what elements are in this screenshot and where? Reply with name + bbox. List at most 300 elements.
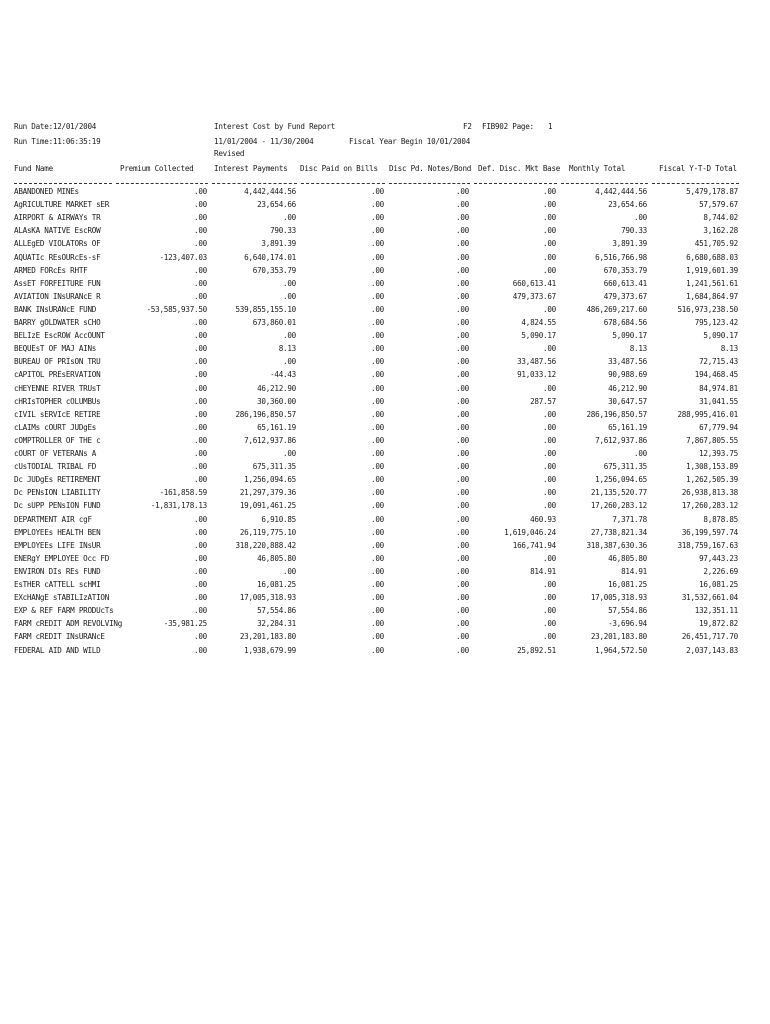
def-disc-cell: .00	[543, 344, 556, 354]
separator-def-disc	[474, 183, 557, 184]
disc-notes-cell: .00	[456, 331, 469, 341]
table-row	[0, 318, 770, 331]
fund-name-cell: cHEYENNE RIVER TRUsT	[14, 383, 101, 393]
monthly-total-cell: 660,613.41	[603, 278, 647, 288]
disc-notes-cell: .00	[456, 252, 469, 262]
def-disc-cell: .00	[543, 606, 556, 616]
premium-cell: .00	[194, 396, 207, 406]
run-date: Run Date:12/01/2004	[14, 122, 97, 131]
disc-notes-cell: .00	[456, 291, 469, 301]
report-period: 11/01/2004 - 11/30/2004	[214, 137, 314, 146]
fund-name-cell: cLAIMs cOURT JUDgEs	[14, 422, 97, 432]
disc-notes-cell: .00	[456, 606, 469, 616]
separator-ytd	[652, 183, 739, 184]
table-row	[0, 436, 770, 449]
interest-cell: .00	[283, 566, 296, 576]
table-row	[0, 253, 770, 266]
separator-notes	[389, 183, 470, 184]
fund-name-cell: FEDERAL AID AND WILD	[14, 645, 101, 655]
ytd-total-cell: 132,351.11	[694, 606, 738, 616]
revised-label: Revised	[214, 149, 245, 158]
def-disc-cell: .00	[543, 422, 556, 432]
separator-premium	[116, 183, 208, 184]
disc-notes-cell: .00	[456, 396, 469, 406]
monthly-total-cell: 3,891.39	[612, 239, 647, 249]
fund-name-cell: EXcHANgE sTABILIzATION	[14, 593, 110, 603]
fund-name-cell: cOURT OF VETERANs A	[14, 449, 97, 458]
ytd-total-cell: 318,759,167.63	[677, 540, 738, 550]
table-row	[0, 292, 770, 305]
disc-bills-cell: .00	[371, 566, 384, 576]
table-row	[0, 344, 770, 357]
interest-cell: 790.33	[270, 226, 296, 236]
premium-cell: .00	[194, 239, 207, 249]
def-disc-cell: .00	[543, 553, 556, 563]
disc-bills-cell: .00	[371, 200, 384, 210]
table-row	[0, 187, 770, 200]
disc-notes-cell: .00	[456, 462, 469, 472]
col-interest-payments: Interest Payments	[214, 164, 288, 173]
disc-bills-cell: .00	[371, 265, 384, 275]
disc-bills-cell: .00	[371, 226, 384, 236]
disc-bills-cell: .00	[371, 632, 384, 642]
table-row	[0, 239, 770, 252]
premium-cell: .00	[194, 226, 207, 236]
table-row	[0, 200, 770, 213]
interest-cell: 4,442,444.56	[244, 187, 296, 196]
disc-notes-cell: .00	[456, 187, 469, 196]
table-row	[0, 541, 770, 554]
table-row	[0, 423, 770, 436]
interest-cell: 7,612,937.86	[244, 435, 296, 445]
def-disc-cell: .00	[543, 265, 556, 275]
ytd-total-cell: 72,715.43	[699, 357, 738, 367]
disc-notes-cell: .00	[456, 645, 469, 655]
col-monthly-total: Monthly Total	[569, 164, 626, 173]
table-row	[0, 410, 770, 423]
interest-cell: 32,284.31	[257, 619, 296, 629]
report-title: Interest Cost by Fund Report	[214, 122, 336, 131]
disc-bills-cell: .00	[371, 357, 384, 367]
premium-cell: .00	[194, 331, 207, 341]
monthly-total-cell: 8.13	[629, 344, 647, 354]
def-disc-cell: .00	[543, 580, 556, 589]
def-disc-cell: .00	[543, 200, 556, 210]
monthly-total-cell: 17,260,283.12	[590, 501, 647, 511]
fund-name-cell: BUREAU OF PRIsON TRU	[14, 357, 101, 367]
disc-bills-cell: .00	[371, 239, 384, 249]
ytd-total-cell: 26,938,813.38	[681, 488, 738, 498]
fund-name-cell: cIVIL sERVIcE RETIRE	[14, 409, 101, 419]
fund-name-cell: AssET FORFEITURE FUN	[14, 278, 101, 288]
monthly-total-cell: 1,964,572.50	[595, 645, 647, 655]
disc-notes-cell: .00	[456, 409, 469, 419]
disc-bills-cell: .00	[371, 514, 384, 524]
ytd-total-cell: 97,443.23	[699, 553, 738, 563]
def-disc-cell: 33,487.56	[517, 357, 556, 367]
table-row	[0, 554, 770, 567]
table-row	[0, 305, 770, 318]
disc-notes-cell: .00	[456, 449, 469, 458]
disc-notes-cell: .00	[456, 527, 469, 537]
premium-cell: .00	[194, 553, 207, 563]
table-row	[0, 266, 770, 279]
ytd-total-cell: 2,226.69	[703, 566, 738, 576]
monthly-total-cell: 65,161.19	[608, 422, 647, 432]
disc-notes-cell: .00	[456, 475, 469, 485]
monthly-total-cell: 30,647.57	[608, 396, 647, 406]
def-disc-cell: 460.93	[530, 514, 556, 524]
monthly-total-cell: 33,487.56	[608, 357, 647, 367]
monthly-total-cell: 486,269,217.60	[586, 304, 647, 314]
ytd-total-cell: 19,872.82	[699, 619, 738, 629]
premium-cell: .00	[194, 540, 207, 550]
table-row	[0, 580, 770, 593]
ytd-total-cell: 6,680,688.03	[686, 252, 738, 262]
def-disc-cell: .00	[543, 435, 556, 445]
fund-name-cell: ENERgY EMPLOYEE Occ FD	[14, 553, 110, 563]
disc-bills-cell: .00	[371, 331, 384, 341]
interest-cell: 16,081.25	[257, 580, 296, 589]
table-row	[0, 462, 770, 475]
page-code: F2	[463, 122, 472, 131]
ytd-total-cell: 451,705.92	[694, 239, 738, 249]
ytd-total-cell: 5,479,178.87	[686, 187, 738, 196]
ytd-total-cell: 1,919,601.39	[686, 265, 738, 275]
fund-name-cell: EsTHER cATTELL scHMI	[14, 580, 101, 589]
interest-cell: 23,654.66	[257, 200, 296, 210]
def-disc-cell: .00	[543, 252, 556, 262]
disc-bills-cell: .00	[371, 593, 384, 603]
ytd-total-cell: 31,532,661.04	[681, 593, 738, 603]
table-row	[0, 501, 770, 514]
col-premium-collected: Premium Collected	[120, 164, 194, 173]
monthly-total-cell: 57,554.86	[608, 606, 647, 616]
disc-bills-cell: .00	[371, 606, 384, 616]
def-disc-cell: .00	[543, 449, 556, 458]
disc-notes-cell: .00	[456, 383, 469, 393]
interest-cell: 46,212.90	[257, 383, 296, 393]
disc-bills-cell: .00	[371, 553, 384, 563]
monthly-total-cell: 16,081.25	[608, 580, 647, 589]
def-disc-cell: 479,373.67	[512, 291, 556, 301]
def-disc-cell: .00	[543, 383, 556, 393]
disc-notes-cell: .00	[456, 501, 469, 511]
disc-notes-cell: .00	[456, 265, 469, 275]
monthly-total-cell: 23,654.66	[608, 200, 647, 210]
disc-bills-cell: .00	[371, 318, 384, 327]
premium-cell: .00	[194, 200, 207, 210]
table-row	[0, 632, 770, 645]
disc-notes-cell: .00	[456, 632, 469, 642]
interest-cell: 6,910.85	[261, 514, 296, 524]
fund-name-cell: ENVIRON DIs REs FUND	[14, 566, 101, 576]
disc-notes-cell: .00	[456, 357, 469, 367]
col-def-disc-mkt-base: Def. Disc. Mkt Base	[478, 164, 561, 173]
disc-bills-cell: .00	[371, 278, 384, 288]
fund-name-cell: cHRIsTOPHER cOLUMBUs	[14, 396, 101, 406]
fund-name-cell: EXP & REF FARM PRODUcTs	[14, 606, 114, 616]
interest-cell: .00	[283, 331, 296, 341]
disc-bills-cell: .00	[371, 527, 384, 537]
ytd-total-cell: 516,973,238.50	[677, 304, 738, 314]
monthly-total-cell: 23,201,183.80	[590, 632, 647, 642]
premium-cell: .00	[194, 606, 207, 616]
premium-cell: .00	[194, 187, 207, 196]
def-disc-cell: .00	[543, 239, 556, 249]
disc-bills-cell: .00	[371, 488, 384, 498]
disc-notes-cell: .00	[456, 422, 469, 432]
fund-name-cell: ABANDONED MINEs	[14, 187, 79, 196]
disc-notes-cell: .00	[456, 619, 469, 629]
monthly-total-cell: 7,371.78	[612, 514, 647, 524]
table-row	[0, 515, 770, 528]
fund-name-cell: BARRY gOLDWATER sCHO	[14, 318, 101, 327]
ytd-total-cell: 8.13	[720, 344, 738, 354]
fund-name-cell: EMPLOYEEs LIFE INsUR	[14, 540, 101, 550]
interest-cell: 57,554.86	[257, 606, 296, 616]
interest-cell: 670,353.79	[252, 265, 296, 275]
disc-notes-cell: .00	[456, 278, 469, 288]
interest-cell: 21,297,379.36	[239, 488, 296, 498]
monthly-total-cell: 27,738,821.34	[590, 527, 647, 537]
ytd-total-cell: 3,162.28	[703, 226, 738, 236]
disc-bills-cell: .00	[371, 540, 384, 550]
premium-cell: .00	[194, 344, 207, 354]
interest-cell: 539,855,155.10	[235, 304, 296, 314]
interest-cell: .00	[283, 291, 296, 301]
def-disc-cell: 25,892.51	[517, 645, 556, 655]
interest-cell: .00	[283, 213, 296, 223]
table-row	[0, 646, 770, 659]
disc-bills-cell: .00	[371, 252, 384, 262]
disc-bills-cell: .00	[371, 580, 384, 589]
interest-cell: 673,860.01	[252, 318, 296, 327]
ytd-total-cell: 31,041.55	[699, 396, 738, 406]
def-disc-cell: .00	[543, 187, 556, 196]
premium-cell: .00	[194, 213, 207, 223]
disc-notes-cell: .00	[456, 553, 469, 563]
interest-cell: 19,091,461.25	[239, 501, 296, 511]
interest-cell: 46,805.80	[257, 553, 296, 563]
disc-notes-cell: .00	[456, 239, 469, 249]
table-row	[0, 475, 770, 488]
col-disc-paid-bills: Disc Paid on Bills	[300, 164, 378, 173]
fund-name-cell: BANK INsURANcE FUND	[14, 304, 97, 314]
table-row	[0, 619, 770, 632]
disc-bills-cell: .00	[371, 344, 384, 354]
disc-bills-cell: .00	[371, 501, 384, 511]
interest-cell: 6,640,174.01	[244, 252, 296, 262]
fund-name-cell: DEPARTMENT AIR cgF	[14, 514, 92, 524]
monthly-total-cell: 814.91	[621, 566, 647, 576]
premium-cell: -35,981.25	[163, 619, 207, 629]
table-row	[0, 606, 770, 619]
fund-name-cell: BEQUEsT OF MAJ AINs	[14, 344, 97, 354]
table-row	[0, 357, 770, 370]
disc-notes-cell: .00	[456, 318, 469, 327]
ytd-total-cell: 194,468.45	[694, 370, 738, 380]
table-row	[0, 593, 770, 606]
disc-notes-cell: .00	[456, 593, 469, 603]
monthly-total-cell: .00	[634, 449, 647, 458]
premium-cell: .00	[194, 566, 207, 576]
def-disc-cell: .00	[543, 304, 556, 314]
interest-cell: -44.43	[270, 370, 296, 380]
premium-cell: .00	[194, 278, 207, 288]
interest-cell: 318,220,888.42	[235, 540, 296, 550]
disc-bills-cell: .00	[371, 370, 384, 380]
premium-cell: .00	[194, 370, 207, 380]
premium-cell: .00	[194, 645, 207, 655]
separator-interest	[212, 183, 297, 184]
table-row	[0, 449, 770, 462]
monthly-total-cell: .00	[634, 213, 647, 223]
premium-cell: .00	[194, 291, 207, 301]
ytd-total-cell: 795,123.42	[694, 318, 738, 327]
disc-notes-cell: .00	[456, 370, 469, 380]
interest-cell: .00	[283, 449, 296, 458]
def-disc-cell: 660,613.41	[512, 278, 556, 288]
monthly-total-cell: -3,696.94	[608, 619, 647, 629]
ytd-total-cell: 1,241,561.61	[686, 278, 738, 288]
table-row	[0, 397, 770, 410]
ytd-total-cell: 67,779.94	[699, 422, 738, 432]
fiscal-year-begin: Fiscal Year Begin 10/01/2004	[349, 137, 471, 146]
disc-bills-cell: .00	[371, 213, 384, 223]
premium-cell: .00	[194, 514, 207, 524]
premium-cell: .00	[194, 409, 207, 419]
fund-name-cell: ALLEgED VIOLATORs OF	[14, 239, 101, 249]
disc-bills-cell: .00	[371, 409, 384, 419]
col-fund-name: Fund Name	[14, 164, 53, 173]
premium-cell: -53,585,937.50	[146, 304, 207, 314]
monthly-total-cell: 670,353.79	[603, 265, 647, 275]
disc-notes-cell: .00	[456, 435, 469, 445]
ytd-total-cell: 1,684,864.97	[686, 291, 738, 301]
table-row	[0, 384, 770, 397]
def-disc-cell: 166,741.94	[512, 540, 556, 550]
monthly-total-cell: 678,684.56	[603, 318, 647, 327]
ytd-total-cell: 5,090.17	[703, 331, 738, 341]
ytd-total-cell: 8,744.02	[703, 213, 738, 223]
def-disc-cell: .00	[543, 619, 556, 629]
col-fiscal-ytd-total: Fiscal Y-T-D Total	[659, 164, 737, 173]
premium-cell: .00	[194, 527, 207, 537]
def-disc-cell: 287.57	[530, 396, 556, 406]
table-row	[0, 331, 770, 344]
fund-name-cell: AIRPORT & AIRWAYs TR	[14, 213, 101, 223]
disc-bills-cell: .00	[371, 291, 384, 301]
premium-cell: .00	[194, 383, 207, 393]
def-disc-cell: .00	[543, 409, 556, 419]
page-number: 1	[548, 122, 553, 131]
disc-bills-cell: .00	[371, 187, 384, 196]
interest-cell: 17,005,318.93	[239, 593, 296, 603]
def-disc-cell: .00	[543, 226, 556, 236]
disc-notes-cell: .00	[456, 304, 469, 314]
ytd-total-cell: 1,262,505.39	[686, 475, 738, 485]
premium-cell: .00	[194, 580, 207, 589]
monthly-total-cell: 90,988.69	[608, 370, 647, 380]
disc-bills-cell: .00	[371, 449, 384, 458]
disc-notes-cell: .00	[456, 213, 469, 223]
monthly-total-cell: 4,442,444.56	[595, 187, 647, 196]
table-row	[0, 279, 770, 292]
col-disc-notes-bond: Disc Pd. Notes/Bond	[389, 164, 472, 173]
interest-cell: 26,119,775.10	[239, 527, 296, 537]
disc-bills-cell: .00	[371, 619, 384, 629]
fund-name-cell: ARMED FORcEs RHTF	[14, 265, 88, 275]
monthly-total-cell: 17,005,318.93	[590, 593, 647, 603]
interest-cell: 23,201,183.80	[239, 632, 296, 642]
interest-cell: 286,196,850.57	[235, 409, 296, 419]
ytd-total-cell: 12,393.75	[699, 449, 738, 458]
disc-bills-cell: .00	[371, 435, 384, 445]
disc-bills-cell: .00	[371, 462, 384, 472]
interest-cell: .00	[283, 357, 296, 367]
premium-cell: .00	[194, 462, 207, 472]
monthly-total-cell: 790.33	[621, 226, 647, 236]
ytd-total-cell: 1,308,153.89	[686, 462, 738, 472]
premium-cell: .00	[194, 632, 207, 642]
disc-notes-cell: .00	[456, 580, 469, 589]
fund-name-cell: AQUATIc REsOURcEs-sF	[14, 252, 101, 262]
disc-notes-cell: .00	[456, 488, 469, 498]
fund-name-cell: FARM cREDIT INsURANcE	[14, 632, 105, 642]
ytd-total-cell: 16,081.25	[699, 580, 738, 589]
def-disc-cell: .00	[543, 475, 556, 485]
ytd-total-cell: 8,878.85	[703, 514, 738, 524]
monthly-total-cell: 46,805.80	[608, 553, 647, 563]
ytd-total-cell: 17,260,283.12	[681, 501, 738, 511]
fund-name-cell: Dc PENsION LIABILITY	[14, 488, 101, 498]
ytd-total-cell: 26,451,717.70	[681, 632, 738, 642]
premium-cell: -161,858.59	[159, 488, 207, 498]
fund-name-cell: EMPLOYEEs HEALTH BEN	[14, 527, 101, 537]
premium-cell: .00	[194, 422, 207, 432]
premium-cell: .00	[194, 449, 207, 458]
fund-name-cell: FARM cREDIT ADM REVOLVINg	[14, 619, 123, 629]
disc-bills-cell: .00	[371, 383, 384, 393]
premium-cell: .00	[194, 475, 207, 485]
monthly-total-cell: 318,387,630.36	[586, 540, 647, 550]
monthly-total-cell: 479,373.67	[603, 291, 647, 301]
monthly-total-cell: 6,516,766.98	[595, 252, 647, 262]
table-row	[0, 226, 770, 239]
premium-cell: .00	[194, 265, 207, 275]
monthly-total-cell: 46,212.90	[608, 383, 647, 393]
premium-cell: .00	[194, 357, 207, 367]
separator-monthly	[561, 183, 648, 184]
def-disc-cell: .00	[543, 501, 556, 511]
def-disc-cell: 91,033.12	[517, 370, 556, 380]
disc-notes-cell: .00	[456, 566, 469, 576]
monthly-total-cell: 1,256,094.65	[595, 475, 647, 485]
interest-cell: .00	[283, 278, 296, 288]
disc-notes-cell: .00	[456, 344, 469, 354]
def-disc-cell: 5,090.17	[521, 331, 556, 341]
disc-bills-cell: .00	[371, 304, 384, 314]
fund-name-cell: ALAsKA NATIVE EscROW	[14, 226, 101, 236]
ytd-total-cell: 7,867,805.55	[686, 435, 738, 445]
ytd-total-cell: 2,037,143.83	[686, 645, 738, 655]
fund-name-cell: cUsTODIAL TRIBAL FD	[14, 462, 97, 472]
def-disc-cell: .00	[543, 488, 556, 498]
def-disc-cell: 814.91	[530, 566, 556, 576]
interest-cell: 65,161.19	[257, 422, 296, 432]
def-disc-cell: .00	[543, 462, 556, 472]
